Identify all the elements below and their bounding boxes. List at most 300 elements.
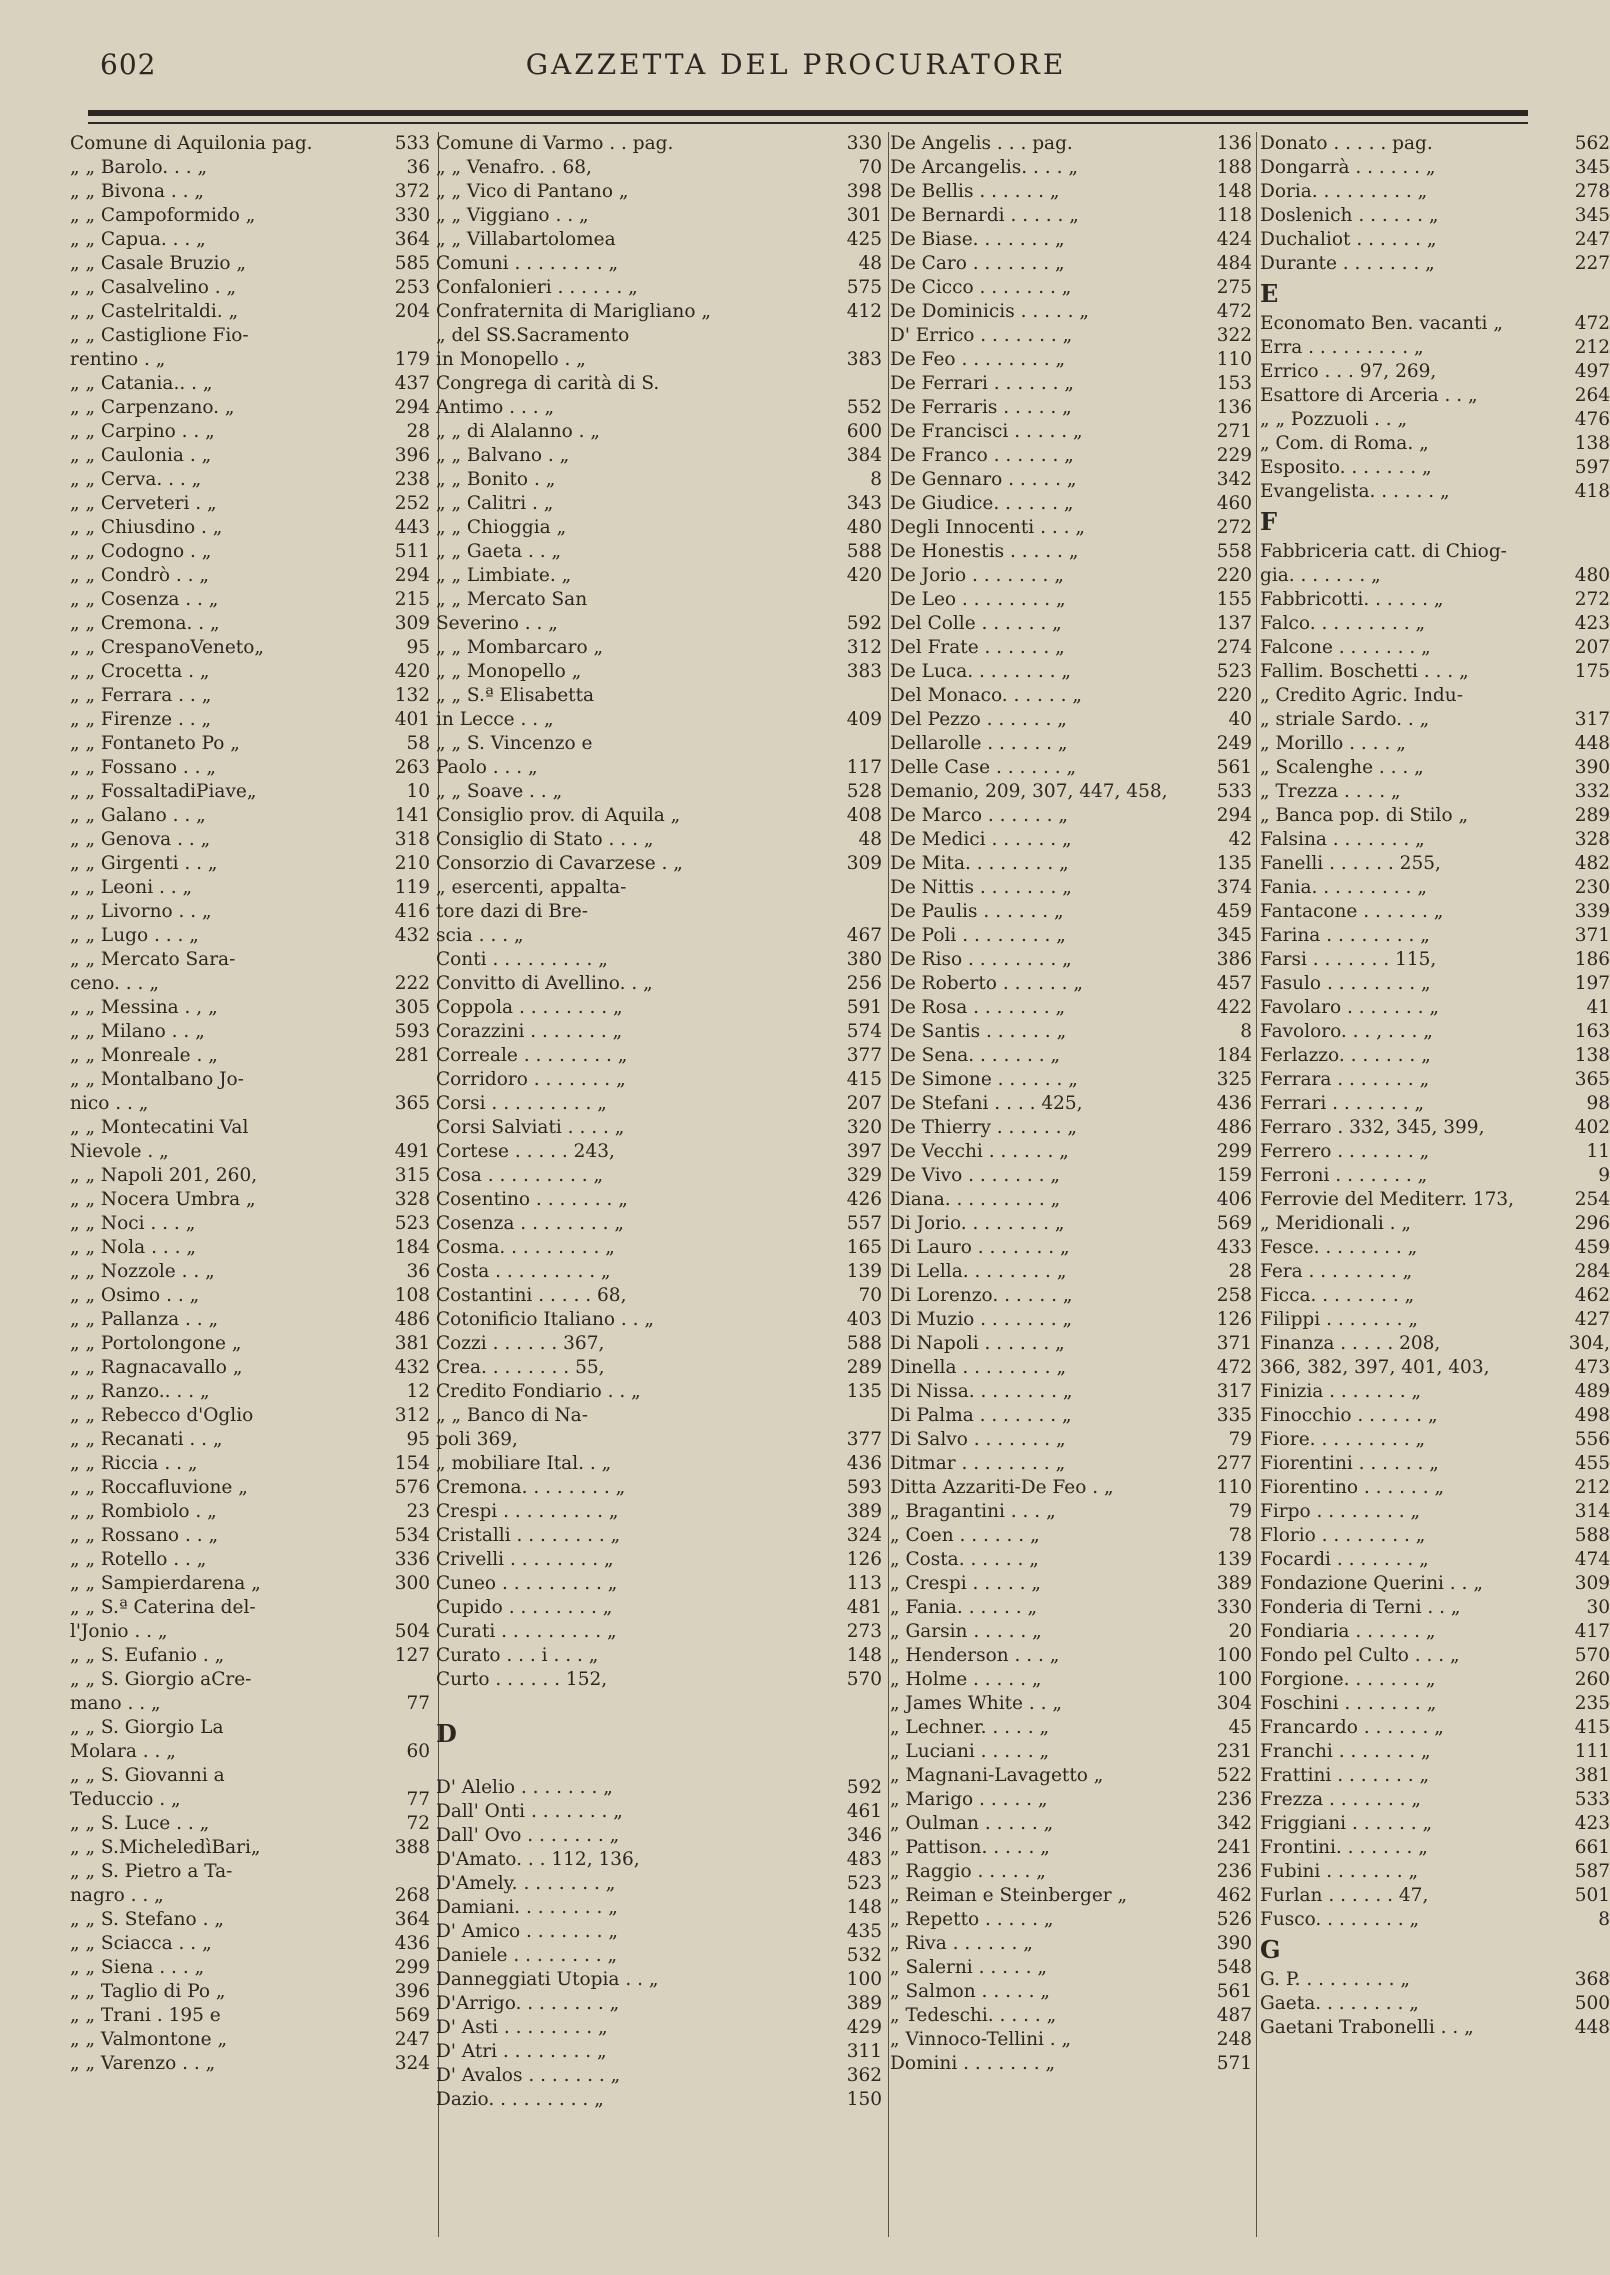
entry-name: „ „ Catania.. . „ <box>70 373 213 394</box>
entry-page-number: 281 <box>394 1045 430 1066</box>
index-entry <box>70 468 430 492</box>
entry-page-number: 498 <box>1574 1405 1610 1426</box>
entry-name: „ Lechner. . . . . „ <box>890 1717 1050 1738</box>
entry-name: De Thierry . . . . . . „ <box>890 1117 1077 1138</box>
index-entry <box>890 1404 1252 1428</box>
entry-page-number: 272 <box>1216 517 1252 538</box>
entry-name: Falcone . . . . . . . „ <box>1260 637 1431 658</box>
entry-name: „ mobiliare Ital. . „ <box>436 1453 612 1474</box>
entry-page-number: 184 <box>1216 1045 1252 1066</box>
entry-name: Ferrara . . . . . . . „ <box>1260 1069 1430 1090</box>
entry-page-number: 487 <box>1216 2005 1252 2026</box>
index-entry <box>70 996 430 1020</box>
index-entry <box>70 540 430 564</box>
index-entry <box>1260 1668 1610 1692</box>
index-entry <box>1260 1620 1610 1644</box>
section-letter-heading <box>436 1716 882 1752</box>
index-entry <box>70 1716 430 1740</box>
entry-page-number: 23 <box>406 1501 430 1522</box>
entry-name: „ Credito Agric. Indu- <box>1260 685 1463 706</box>
index-entry <box>1260 132 1610 156</box>
entry-name: Erra . . . . . . . . . „ <box>1260 337 1424 358</box>
index-entry <box>890 660 1252 684</box>
entry-name: „ „ Osimo . . „ <box>70 1285 200 1306</box>
entry-name: „ „ Cremona. . „ <box>70 613 220 634</box>
entry-page-number: 335 <box>1216 1405 1252 1426</box>
index-entry <box>436 1380 882 1404</box>
index-entry <box>1260 1452 1610 1476</box>
entry-page-number: 448 <box>1574 2017 1610 2038</box>
header-rule-thin <box>88 122 1528 124</box>
entry-name: „ „ Taglio di Po „ <box>70 1981 226 2002</box>
entry-name: „ „ Barolo. . . „ <box>70 157 208 178</box>
index-entry <box>1260 408 1610 432</box>
entry-page-number: 215 <box>394 589 430 610</box>
index-entry <box>1260 1644 1610 1668</box>
entry-name: „ „ Cerveteri . „ <box>70 493 217 514</box>
entry-name: „ „ Bonito . „ <box>436 469 556 490</box>
index-entry <box>1260 780 1610 804</box>
entry-name: Errico . . . 97, 269, <box>1260 361 1437 382</box>
index-entry <box>1260 612 1610 636</box>
index-entry <box>890 1476 1252 1500</box>
index-entry <box>70 1476 430 1500</box>
entry-page-number: 416 <box>394 901 430 922</box>
entry-name: Ferlazzo. . . . . . . „ <box>1260 1045 1431 1066</box>
index-entry <box>70 420 430 444</box>
entry-name: Frezza . . . . . . . „ <box>1260 1789 1421 1810</box>
entry-page-number: 368 <box>1574 1969 1610 1990</box>
entry-name: Damiani. . . . . . . . „ <box>436 1897 618 1918</box>
entry-page-number: 48 <box>858 829 882 850</box>
entry-name: „ „ Ragnacavallo „ <box>70 1357 243 1378</box>
index-entry <box>436 1896 882 1920</box>
entry-page-number: 570 <box>846 1669 882 1690</box>
entry-page-number: 136 <box>1216 133 1252 154</box>
index-entry <box>890 228 1252 252</box>
index-entry <box>436 1620 882 1644</box>
entry-page-number: 406 <box>1216 1189 1252 1210</box>
index-list <box>70 132 430 2076</box>
index-entry <box>436 876 882 900</box>
entry-name: De Vivo . . . . . . . „ <box>890 1165 1060 1186</box>
entry-page-number: 137 <box>1216 613 1252 634</box>
entry-name: „ „ S. Giorgio aCre- <box>70 1669 252 1690</box>
entry-name: De Luca. . . . . . . . „ <box>890 661 1071 682</box>
entry-page-number: 522 <box>1216 1765 1252 1786</box>
entry-page-number: 474 <box>1574 1549 1610 1570</box>
entry-name: Ficca. . . . . . . . „ <box>1260 1285 1415 1306</box>
entry-page-number: 294 <box>1216 805 1252 826</box>
index-entry <box>70 1380 430 1404</box>
index-entry <box>890 1308 1252 1332</box>
entry-page-number: 231 <box>1216 1741 1252 1762</box>
entry-name: Economato Ben. vacanti „ <box>1260 313 1503 334</box>
entry-name: „ „ Valmontone „ <box>70 2029 228 2050</box>
entry-page-number: 476 <box>1574 409 1610 430</box>
entry-name: D <box>436 1719 457 1748</box>
entry-page-number: 220 <box>1216 685 1252 706</box>
index-entry <box>436 1404 882 1428</box>
entry-page-number: 28 <box>1228 1261 1252 1282</box>
entry-page-number: 9 <box>1598 1165 1610 1186</box>
entry-name: Crespi . . . . . . . . . „ <box>436 1501 619 1522</box>
index-entry <box>890 204 1252 228</box>
entry-page-number: 252 <box>394 493 430 514</box>
entry-page-number: 389 <box>846 1993 882 2014</box>
entry-name: „ Tedeschi. . . . . „ <box>890 2005 1057 2026</box>
index-entry <box>890 1020 1252 1044</box>
entry-name: De Jorio . . . . . . . „ <box>890 565 1064 586</box>
index-entry <box>890 1068 1252 1092</box>
entry-name: Danneggiati Utopia . . „ <box>436 1969 659 1990</box>
entry-page-number: 448 <box>1574 733 1610 754</box>
entry-page-number: 197 <box>1574 973 1610 994</box>
entry-page-number: 558 <box>1216 541 1252 562</box>
index-entry <box>70 156 430 180</box>
index-entry <box>70 1332 430 1356</box>
entry-name: Francardo . . . . . . „ <box>1260 1717 1444 1738</box>
entry-page-number: 273 <box>846 1621 882 1642</box>
index-entry <box>890 1092 1252 1116</box>
entry-name: Ferrari . . . . . . . „ <box>1260 1093 1425 1114</box>
entry-name: Di Lorenzo. . . . . . „ <box>890 1285 1073 1306</box>
index-entry <box>436 1848 882 1872</box>
index-entry <box>890 2052 1252 2076</box>
entry-page-number: 462 <box>1574 1285 1610 1306</box>
entry-page-number: 585 <box>394 253 430 274</box>
entry-page-number: 138 <box>1574 433 1610 454</box>
index-entry <box>70 660 430 684</box>
entry-name: „ „ Castiglione Fio- <box>70 325 249 346</box>
entry-name: Cuneo . . . . . . . . . „ <box>436 1573 618 1594</box>
index-entry <box>70 2052 430 2076</box>
entry-name: Conti . . . . . . . . . „ <box>436 949 608 970</box>
entry-page-number: 381 <box>1574 1765 1610 1786</box>
entry-page-number: 576 <box>394 1477 430 1498</box>
entry-page-number: 365 <box>394 1093 430 1114</box>
index-entry <box>436 900 882 924</box>
index-entry <box>436 444 882 468</box>
index-entry <box>436 924 882 948</box>
index-entry <box>1260 972 1610 996</box>
entry-page-number: 247 <box>1574 229 1610 250</box>
entry-page-number: 40 <box>1228 709 1252 730</box>
entry-name: Friggiani . . . . . . „ <box>1260 1813 1433 1834</box>
entry-name: „ „ Sampierdarena „ <box>70 1573 261 1594</box>
entry-name: D' Asti . . . . . . . . „ <box>436 2017 608 2038</box>
entry-name: „ Banca pop. di Stilo „ <box>1260 805 1469 826</box>
entry-name: „ „ Crocetta . „ <box>70 661 210 682</box>
index-entry <box>1260 708 1610 732</box>
entry-name: Consiglio prov. di Aquila „ <box>436 805 681 826</box>
index-entry <box>436 1752 882 1776</box>
entry-name: Durante . . . . . . . „ <box>1260 253 1435 274</box>
entry-name: Costa . . . . . . . . . „ <box>436 1261 611 1282</box>
entry-name: „ „ Galano . . „ <box>70 805 206 826</box>
index-entry <box>890 1836 1252 1860</box>
index-entry <box>70 396 430 420</box>
entry-page-number: 248 <box>1216 2029 1252 2050</box>
index-entry <box>1260 228 1610 252</box>
index-entry <box>1260 252 1610 276</box>
index-entry <box>890 468 1252 492</box>
entry-page-number: 423 <box>1574 613 1610 634</box>
entry-name: Del Monaco. . . . . . „ <box>890 685 1082 706</box>
entry-name: Franchi . . . . . . . „ <box>1260 1741 1431 1762</box>
entry-page-number: 8 <box>870 469 882 490</box>
index-entry <box>890 972 1252 996</box>
entry-name: Foschini . . . . . . . „ <box>1260 1693 1437 1714</box>
entry-page-number: 236 <box>1216 1861 1252 1882</box>
entry-name: De Arcangelis. . . . „ <box>890 157 1078 178</box>
index-entry <box>70 1740 430 1764</box>
entry-page-number: 207 <box>846 1093 882 1114</box>
index-entry <box>436 1872 882 1896</box>
entry-page-number: 253 <box>394 277 430 298</box>
entry-name: De Santis . . . . . . „ <box>890 1021 1067 1042</box>
entry-page-number: 278 <box>1574 181 1610 202</box>
entry-page-number: 78 <box>1228 1525 1252 1546</box>
entry-name: Curto . . . . . . 152, <box>436 1669 608 1690</box>
entry-page-number: 108 <box>394 1285 430 1306</box>
entry-page-number: 364 <box>394 1909 430 1930</box>
entry-name: De Marco . . . . . . „ <box>890 805 1069 826</box>
index-entry <box>890 2004 1252 2028</box>
entry-name: De Roberto . . . . . . „ <box>890 973 1083 994</box>
index-entry <box>436 948 882 972</box>
index-entry <box>70 1668 430 1692</box>
entry-page-number: 48 <box>858 253 882 274</box>
entry-name: Doslenich . . . . . . „ <box>1260 205 1439 226</box>
index-entry <box>1260 1188 1610 1212</box>
column-divider <box>1256 132 1257 2237</box>
index-entry <box>70 1500 430 1524</box>
index-entry <box>70 684 430 708</box>
index-entry <box>436 852 882 876</box>
index-entry <box>436 1452 882 1476</box>
entry-name: „ „ Bivona . . „ <box>70 181 204 202</box>
index-entry <box>1260 1716 1610 1740</box>
index-entry <box>1260 660 1610 684</box>
entry-name: Esattore di Arceria . . „ <box>1260 385 1478 406</box>
entry-page-number: 139 <box>1216 1549 1252 1570</box>
entry-page-number: 132 <box>394 685 430 706</box>
index-entry <box>1260 1092 1610 1116</box>
entry-name: „ „ Livorno . . „ <box>70 901 212 922</box>
entry-page-number: 42 <box>1228 829 1252 850</box>
entry-page-number: 135 <box>1216 853 1252 874</box>
entry-name: De Vecchi . . . . . . „ <box>890 1141 1069 1162</box>
index-entry <box>436 468 882 492</box>
index-entry <box>890 636 1252 660</box>
index-entry <box>436 2088 882 2112</box>
index-entry <box>70 276 430 300</box>
index-entry <box>1260 1020 1610 1044</box>
entry-page-number: 235 <box>1574 1693 1610 1714</box>
index-entry <box>1260 384 1610 408</box>
entry-name: Fondo pel Culto . . . „ <box>1260 1645 1460 1666</box>
index-entry <box>890 1260 1252 1284</box>
index-entry <box>70 1020 430 1044</box>
entry-page-number: 336 <box>394 1549 430 1570</box>
entry-name: Finocchio . . . . . . „ <box>1260 1405 1438 1426</box>
index-entry <box>436 564 882 588</box>
entry-page-number: 472 <box>1216 301 1252 322</box>
index-entry <box>1260 336 1610 360</box>
index-entry <box>70 1404 430 1428</box>
index-entry <box>1260 948 1610 972</box>
index-entry <box>436 1428 882 1452</box>
entry-page-number: 332 <box>1574 781 1610 802</box>
index-entry <box>436 1668 882 1692</box>
index-entry <box>436 1944 882 1968</box>
index-entry <box>890 180 1252 204</box>
index-entry <box>436 348 882 372</box>
index-entry <box>1260 636 1610 660</box>
index-entry <box>70 756 430 780</box>
index-entry <box>70 1236 430 1260</box>
index-entry <box>70 1188 430 1212</box>
index-entry <box>436 1116 882 1140</box>
page-header <box>0 40 1592 90</box>
entry-page-number: 533 <box>1216 781 1252 802</box>
entry-page-number: 562 <box>1574 133 1610 154</box>
entry-name: De Riso . . . . . . . . „ <box>890 949 1072 970</box>
entry-page-number: 150 <box>846 2089 882 2110</box>
entry-name: „ „ Trani . 195 e <box>70 2005 221 2026</box>
entry-name: „ „ S.ª Elisabetta <box>436 685 595 706</box>
index-entry <box>436 204 882 228</box>
entry-name: Ferrovie del Mediterr. 173, <box>1260 1189 1515 1210</box>
index-entry <box>890 1524 1252 1548</box>
index-entry <box>890 876 1252 900</box>
entry-name: „ „ Montalbano Jo- <box>70 1069 244 1090</box>
entry-name: Cotonificio Italiano . . „ <box>436 1309 655 1330</box>
entry-page-number: 436 <box>846 1453 882 1474</box>
entry-page-number: 417 <box>1574 1621 1610 1642</box>
index-entry <box>890 1812 1252 1836</box>
index-entry <box>890 1236 1252 1260</box>
section-letter-heading <box>1260 504 1610 540</box>
entry-page-number: 100 <box>1216 1669 1252 1690</box>
index-entry <box>1260 1968 1610 1992</box>
entry-name: Fiorentini . . . . . . „ <box>1260 1453 1439 1474</box>
index-entry <box>436 300 882 324</box>
index-entry <box>70 852 430 876</box>
entry-name: „ „ Fontaneto Po „ <box>70 733 240 754</box>
entry-page-number: 436 <box>394 1933 430 1954</box>
entry-name: „ Pattison. . . . . „ <box>890 1837 1050 1858</box>
entry-page-number: 100 <box>1216 1645 1252 1666</box>
entry-page-number: 175 <box>1574 661 1610 682</box>
index-entry <box>1260 588 1610 612</box>
entry-name: Fallim. Boschetti . . . „ <box>1260 661 1469 682</box>
index-entry <box>890 732 1252 756</box>
index-entry <box>890 1788 1252 1812</box>
entry-name: „ „ Napoli 201, 260, <box>70 1165 258 1186</box>
index-entry <box>890 1932 1252 1956</box>
entry-name: „ esercenti, appalta- <box>436 877 627 898</box>
entry-page-number: 501 <box>1574 1885 1610 1906</box>
entry-page-number: 77 <box>406 1693 430 1714</box>
entry-page-number: 254 <box>1574 1189 1610 1210</box>
index-entry <box>70 1572 430 1596</box>
entry-name: Di Palma . . . . . . . „ <box>890 1405 1072 1426</box>
entry-name: poli 369, <box>436 1429 518 1450</box>
entry-page-number: 571 <box>1216 2053 1252 2074</box>
entry-page-number: 552 <box>846 397 882 418</box>
entry-name: „ „ Capua. . . „ <box>70 229 206 250</box>
entry-page-number: 312 <box>394 1405 430 1426</box>
entry-page-number: 561 <box>1216 1981 1252 2002</box>
entry-name: De Poli . . . . . . . . „ <box>890 925 1066 946</box>
entry-page-number: 491 <box>394 1141 430 1162</box>
entry-page-number: 588 <box>846 1333 882 1354</box>
entry-name: „ Crespi . . . . . „ <box>890 1573 1041 1594</box>
entry-name: „ „ Cerva. . . „ <box>70 469 202 490</box>
index-entry <box>1260 456 1610 480</box>
entry-name: „ „ Chioggia „ <box>436 517 567 538</box>
entry-page-number: 425 <box>846 229 882 250</box>
index-entry <box>890 708 1252 732</box>
entry-name: De Nittis . . . . . . . „ <box>890 877 1072 898</box>
entry-name: „ „ Leoni . . „ <box>70 877 193 898</box>
entry-name: Florio . . . . . . . . „ <box>1260 1525 1426 1546</box>
entry-name: De Rosa . . . . . . . „ <box>890 997 1066 1018</box>
entry-name: Curato . . . i . . . „ <box>436 1645 599 1666</box>
entry-page-number: 497 <box>1574 361 1610 382</box>
entry-page-number: 300 <box>394 1573 430 1594</box>
entry-name: „ Scalenghe . . . „ <box>1260 757 1424 778</box>
entry-name: Paolo . . . „ <box>436 757 538 778</box>
entry-name: Antimo . . . „ <box>436 397 555 418</box>
entry-page-number: 309 <box>394 613 430 634</box>
entry-name: „ Marigo . . . . . „ <box>890 1789 1048 1810</box>
entry-name: „ „ Balvano . „ <box>436 445 570 466</box>
entry-page-number: 570 <box>1574 1645 1610 1666</box>
index-entry <box>1260 1812 1610 1836</box>
entry-name: „ „ Ranzo.. . . „ <box>70 1381 210 1402</box>
entry-name: „ Luciani . . . . . „ <box>890 1741 1050 1762</box>
index-entry <box>1260 732 1610 756</box>
entry-page-number: 523 <box>1216 661 1252 682</box>
entry-page-number: 30 <box>1586 1597 1610 1618</box>
index-entry <box>70 780 430 804</box>
index-entry <box>70 516 430 540</box>
entry-name: „ „ S. Luce . . „ <box>70 1813 210 1834</box>
index-entry <box>890 1044 1252 1068</box>
entry-page-number: 500 <box>1574 1993 1610 2014</box>
index-entry <box>70 1356 430 1380</box>
entry-page-number: 482 <box>1574 853 1610 874</box>
entry-name: Ditta Azzariti-De Feo . „ <box>890 1477 1114 1498</box>
entry-name: De Ferrari . . . . . . „ <box>890 373 1074 394</box>
entry-name: Finanza . . . . . 208, <box>1260 1333 1441 1354</box>
index-entry <box>890 1428 1252 1452</box>
entry-name: Frontini. . . . . . . „ <box>1260 1837 1428 1858</box>
entry-name: De Dominicis . . . . . „ <box>890 301 1089 322</box>
index-entry <box>1260 1428 1610 1452</box>
entry-page-number: 557 <box>846 1213 882 1234</box>
entry-name: „ „ Casalvelino . „ <box>70 277 237 298</box>
entry-name: nico . . „ <box>70 1093 149 1114</box>
entry-name: Fabbriceria catt. di Chiog- <box>1260 541 1507 562</box>
entry-page-number: 79 <box>1228 1429 1252 1450</box>
entry-page-number: 127 <box>394 1645 430 1666</box>
entry-page-number: 271 <box>1216 421 1252 442</box>
entry-name: Dinella . . . . . . . . „ <box>890 1357 1067 1378</box>
